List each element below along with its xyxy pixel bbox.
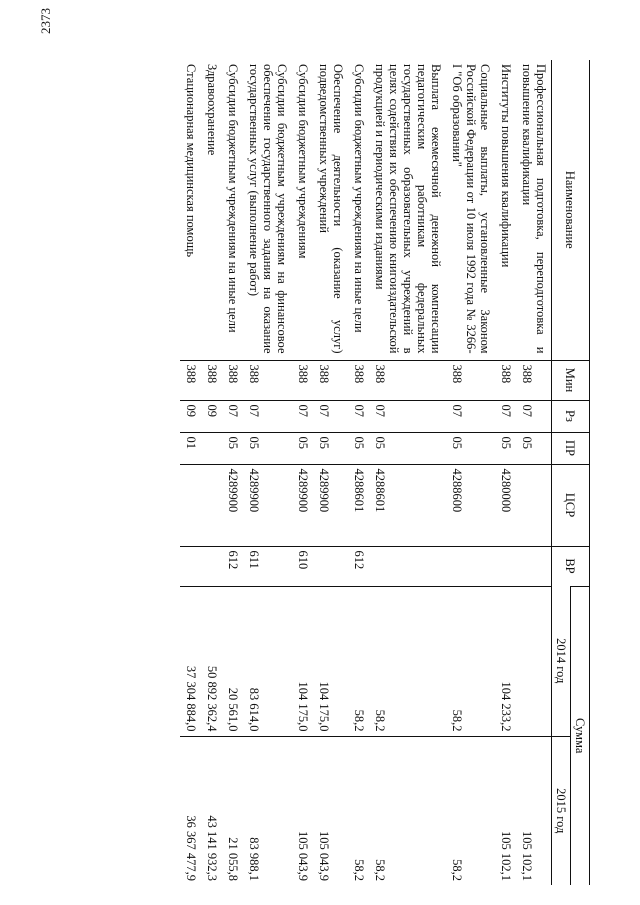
row-pr: 05 xyxy=(516,432,552,464)
table-row xyxy=(516,60,552,885)
rotated-page xyxy=(65,60,590,885)
row-vr: 610 xyxy=(292,546,313,586)
row-pr xyxy=(201,432,222,464)
row-rz: 09 xyxy=(201,400,222,432)
row-pr: 05 xyxy=(348,432,369,464)
row-vr xyxy=(369,546,446,586)
row-vr: 611 xyxy=(243,546,292,586)
row-2014: 83 614,0 xyxy=(243,586,292,736)
header-rz: Рз xyxy=(552,400,590,432)
header-pr: ПР xyxy=(552,432,590,464)
table-row xyxy=(348,60,369,885)
row-2015: 58,2 xyxy=(446,736,495,885)
row-vr xyxy=(313,546,348,586)
row-rz: 07 xyxy=(516,400,552,432)
row-pr: 05 xyxy=(313,432,348,464)
table-row xyxy=(369,60,446,885)
row-rz: 07 xyxy=(243,400,292,432)
row-vr: 612 xyxy=(222,546,243,586)
row-vr xyxy=(180,546,201,586)
row-csr: 4288601 xyxy=(348,464,369,546)
budget-table xyxy=(180,60,590,885)
row-pr: 05 xyxy=(292,432,313,464)
row-min: 388 xyxy=(516,360,552,400)
row-name: Стационарная медицинская помощь xyxy=(184,64,198,258)
row-csr: 4289900 xyxy=(243,464,292,546)
row-min: 388 xyxy=(180,360,201,400)
header-vr: ВР xyxy=(552,546,590,586)
row-name: Институты повышения квалификации xyxy=(499,64,513,268)
row-rz: 07 xyxy=(313,400,348,432)
row-min: 388 xyxy=(348,360,369,400)
row-vr xyxy=(446,546,495,586)
table-row xyxy=(446,60,495,885)
header-2015: 2015 год xyxy=(552,736,571,885)
header-name: Наименование xyxy=(552,60,590,360)
row-rz: 07 xyxy=(348,400,369,432)
row-name: Здравоохранение xyxy=(205,64,219,156)
row-2014: 20 561,0 xyxy=(222,586,243,736)
row-rz: 07 xyxy=(292,400,313,432)
row-name: Субсидии бюджетным учреждениям xyxy=(296,64,310,259)
row-min: 388 xyxy=(292,360,313,400)
row-pr: 05 xyxy=(495,432,516,464)
row-2014: 58,2 xyxy=(348,586,369,736)
row-min: 388 xyxy=(201,360,222,400)
header-2014: 2014 год xyxy=(552,586,571,736)
row-name: Выплата ежемесячной денежной компенсации педагогическим работникам федеральных государственных образовательных учреждений в целях содействия их обеспечению книгоиздательской продукцией и периодическими изданиями xyxy=(373,64,443,354)
row-pr: 05 xyxy=(222,432,243,464)
table-row xyxy=(243,60,292,885)
row-2015: 58,2 xyxy=(369,736,446,885)
row-2014: 37 304 884,0 xyxy=(180,586,201,736)
row-rz: 09 xyxy=(180,400,201,432)
row-min: 388 xyxy=(313,360,348,400)
table-row xyxy=(201,60,222,885)
row-rz: 07 xyxy=(369,400,446,432)
row-2015: 83 988,1 xyxy=(243,736,292,885)
header-csr: ЦСР xyxy=(552,464,590,546)
row-2014: 104 175,0 xyxy=(292,586,313,736)
row-pr: 05 xyxy=(369,432,446,464)
row-min: 388 xyxy=(243,360,292,400)
table-row xyxy=(180,60,201,885)
row-2015: 58,2 xyxy=(348,736,369,885)
row-csr xyxy=(180,464,201,546)
row-2015: 105 102,1 xyxy=(495,736,516,885)
row-pr: 01 xyxy=(180,432,201,464)
row-rz: 07 xyxy=(446,400,495,432)
table-row xyxy=(313,60,348,885)
row-csr xyxy=(516,464,552,546)
row-name: Субсидии бюджетным учреждениям на иные цели xyxy=(352,64,366,333)
row-name: Субсидии бюджетным учреждениям на финансовое обеспечение государственного задания на оказание государственных услуг (выполнение работ) xyxy=(247,64,289,354)
row-csr xyxy=(201,464,222,546)
row-name: Социальные выплаты, установленные Законом Российской Федерации от 10 июля 1992 года № 3266-I "Об образовании" xyxy=(450,64,492,354)
row-name: Обеспечение деятельности (оказание услуг) подведомственных учреждений xyxy=(317,64,345,354)
row-pr: 05 xyxy=(446,432,495,464)
row-name: Субсидии бюджетным учреждениям на иные цели xyxy=(226,64,240,333)
row-min: 388 xyxy=(222,360,243,400)
row-vr xyxy=(516,546,552,586)
row-2015: 36 367 477,9 xyxy=(180,736,201,885)
row-2014 xyxy=(516,586,552,736)
row-min: 388 xyxy=(495,360,516,400)
row-2015: 105 102,1 xyxy=(516,736,552,885)
row-vr xyxy=(495,546,516,586)
table-row xyxy=(292,60,313,885)
row-2014: 58,2 xyxy=(446,586,495,736)
page-number: 2373 xyxy=(38,8,53,34)
row-csr: 4288600 xyxy=(446,464,495,546)
row-rz: 07 xyxy=(495,400,516,432)
row-2015: 105 043,9 xyxy=(313,736,348,885)
row-csr: 4289900 xyxy=(313,464,348,546)
row-csr: 4288601 xyxy=(369,464,446,546)
row-min: 388 xyxy=(369,360,446,400)
row-2014: 104 175,0 xyxy=(313,586,348,736)
row-vr xyxy=(201,546,222,586)
row-csr: 4289900 xyxy=(222,464,243,546)
row-2014: 58,2 xyxy=(369,586,446,736)
row-vr: 612 xyxy=(348,546,369,586)
row-2014: 104 233,2 xyxy=(495,586,516,736)
row-pr: 05 xyxy=(243,432,292,464)
row-name: Профессиональная подготовка, переподготовка и повышение квалификации xyxy=(520,64,548,354)
table-row xyxy=(495,60,516,885)
row-2015: 105 043,9 xyxy=(292,736,313,885)
header-min: Мин xyxy=(552,360,590,400)
row-rz: 07 xyxy=(222,400,243,432)
row-2015: 21 055,8 xyxy=(222,736,243,885)
row-csr: 4289900 xyxy=(292,464,313,546)
row-csr: 4280000 xyxy=(495,464,516,546)
table-row xyxy=(222,60,243,885)
row-min: 388 xyxy=(446,360,495,400)
header-sum: Сумма xyxy=(571,586,590,885)
row-2015: 43 141 932,3 xyxy=(201,736,222,885)
row-2014: 50 892 362,4 xyxy=(201,586,222,736)
